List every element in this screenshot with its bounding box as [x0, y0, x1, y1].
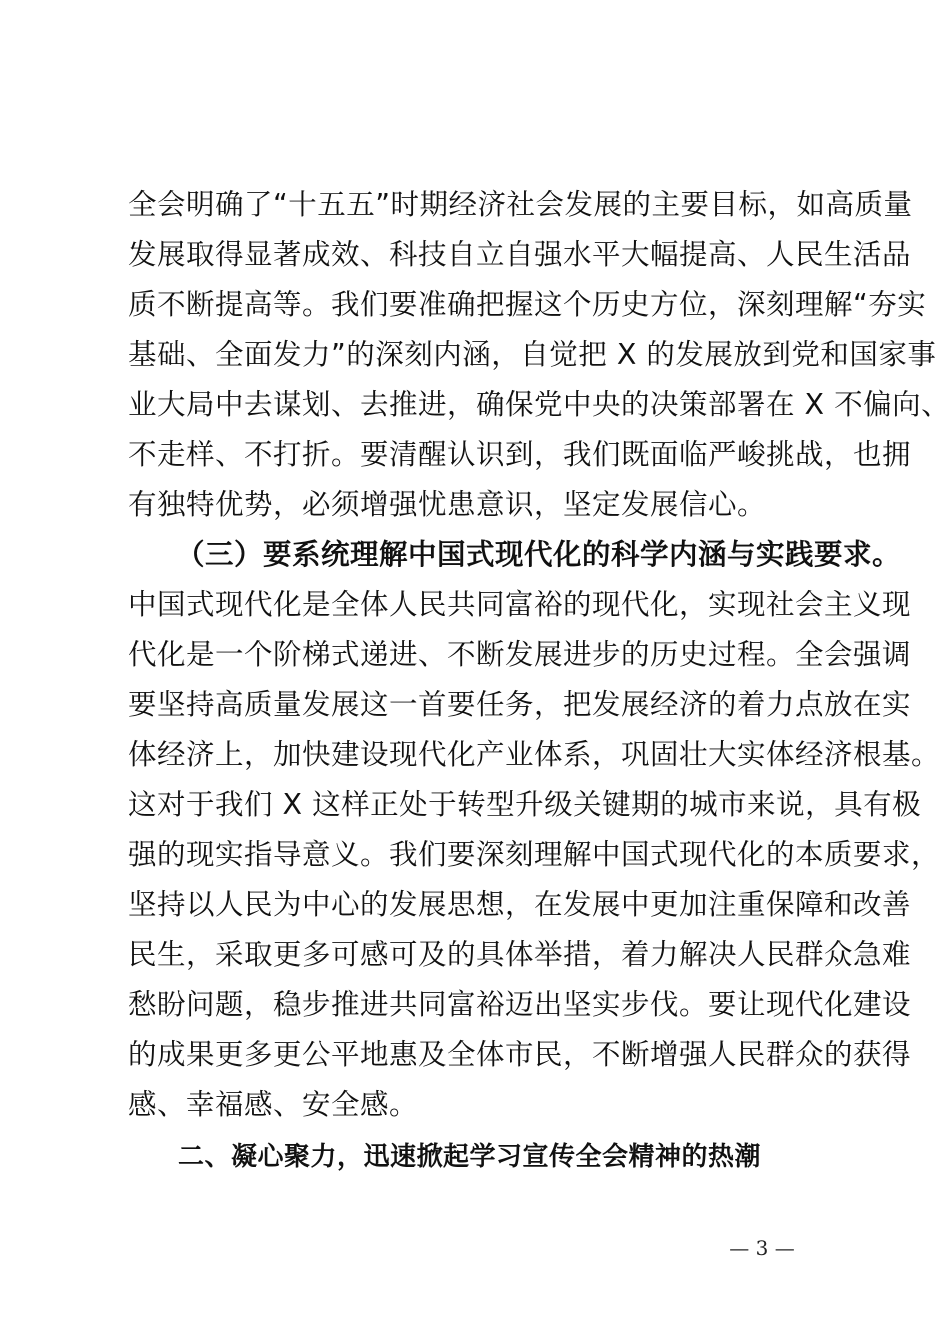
paragraph-line: 不走样、不打折。要清醒认识到，我们既面临严峻挑战，也拥 — [128, 438, 912, 471]
paragraph-line: 强的现实指导意义。我们要深刻理解中国式现代化的本质要求， — [128, 838, 941, 871]
paragraph-line: 坚持以人民为中心的发展思想，在发展中更加注重保障和改善 — [128, 888, 912, 921]
paragraph-line: 全会明确了“十五五”时期经济社会发展的主要目标，如高质量 — [128, 188, 913, 221]
paragraph-line: 有独特优势，必须增强忧患意识，坚定发展信心。 — [128, 488, 767, 521]
paragraph-line: 质不断提高等。我们要准确把握这个历史方位，深刻理解“夯实 — [128, 288, 927, 321]
paragraph-line: 民生，采取更多可感可及的具体举措，着力解决人民群众急难 — [128, 938, 912, 971]
section-heading-two: 二、凝心聚力，迅速掀起学习宣传全会精神的热潮 — [178, 1142, 762, 1172]
page-number: — 3 — — [729, 1236, 795, 1260]
paragraph-line: 感、幸福感、安全感。 — [128, 1088, 419, 1121]
paragraph-line: 要坚持高质量发展这一首要任务，把发展经济的着力点放在实 — [128, 688, 912, 721]
paragraph-line: 中国式现代化是全体人民共同富裕的现代化，实现社会主义现 — [128, 588, 912, 621]
paragraph-line: 体经济上，加快建设现代化产业体系，巩固壮大实体经济根基。 — [128, 738, 941, 771]
paragraph-line: 愁盼问题，稳步推进共同富裕迈出坚实步伐。要让现代化建设 — [128, 988, 912, 1021]
paragraph-line: 业大局中去谋划、去推进，确保党中央的决策部署在 X 不偏向、 — [128, 388, 950, 421]
paragraph-line: 代化是一个阶梯式递进、不断发展进步的历史过程。全会强调 — [128, 638, 912, 671]
paragraph-line: 基础、全面发力”的深刻内涵，自觉把 X 的发展放到党和国家事 — [128, 338, 937, 371]
paragraph-line: 发展取得显著成效、科技自立自强水平大幅提高、人民生活品 — [128, 238, 912, 271]
paragraph-line: 这对于我们 X 这样正处于转型升级关键期的城市来说，具有极 — [128, 788, 922, 821]
subheading-three: （三）要系统理解中国式现代化的科学内涵与实践要求。 — [176, 538, 902, 571]
paragraph-line: 的成果更多更公平地惠及全体市民，不断增强人民群众的获得 — [128, 1038, 912, 1071]
